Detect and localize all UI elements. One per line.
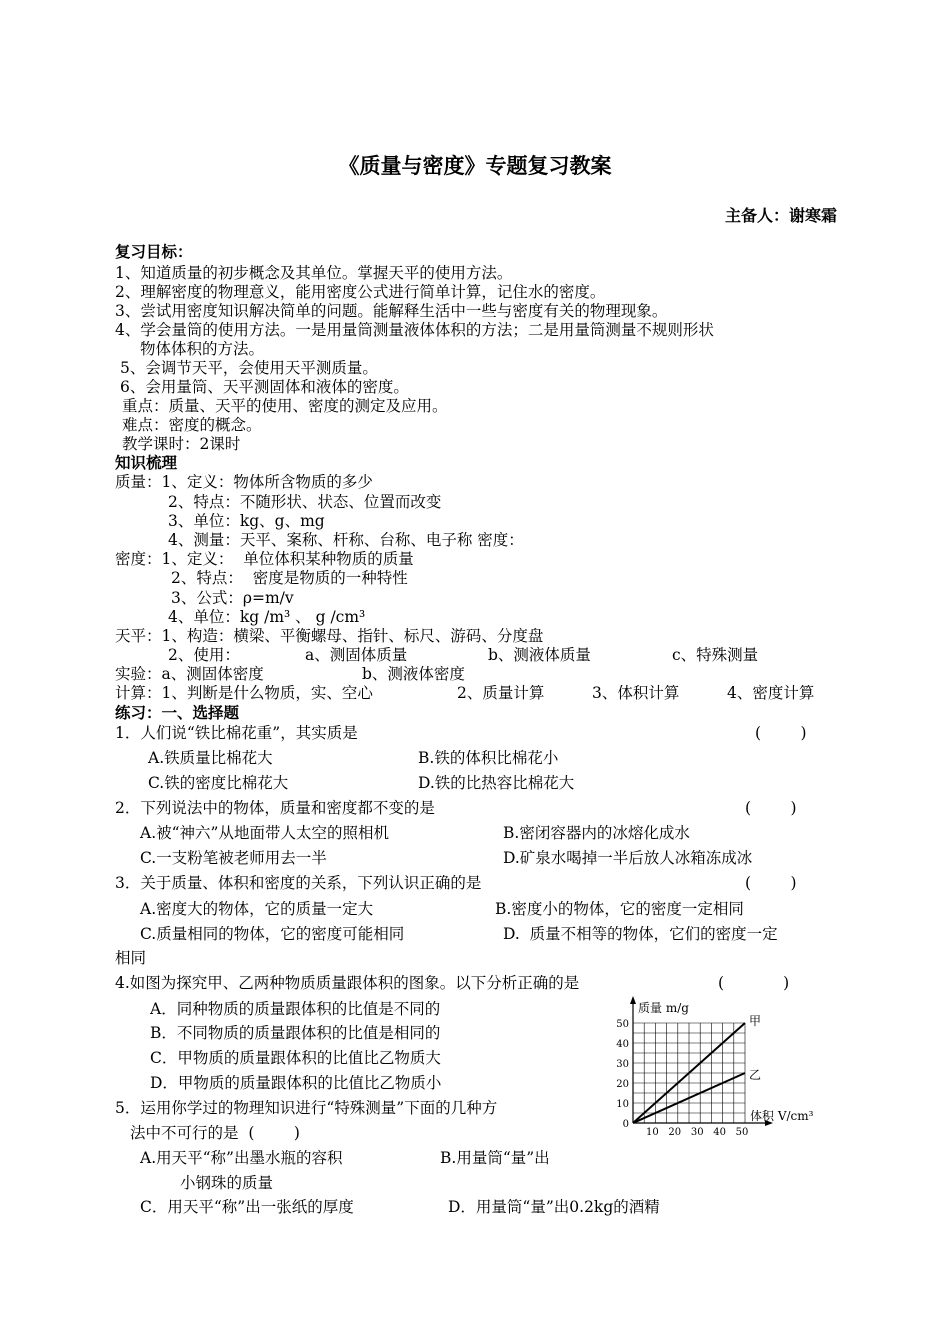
x-tick-label: 30 (690, 1127, 704, 1138)
knowledge-line: b、测液体密度 (362, 665, 465, 683)
series-label: 甲 (749, 1014, 762, 1028)
option: D．用量筒“量”出0.2kg的酒精 (448, 1198, 660, 1216)
x-tick-label: 10 (646, 1127, 659, 1138)
page-title: 《质量与密度》专题复习教案 (338, 154, 612, 178)
option: 小钢珠的质量 (180, 1174, 274, 1192)
y-tick-label: 10 (616, 1099, 629, 1110)
option: D.铁的比热容比棉花大 (418, 774, 575, 792)
y-tick-label: 0 (622, 1119, 629, 1130)
question-stem-cont: 法中不可行的是 ( ) (130, 1124, 300, 1142)
goal-line: 3、尝试用密度知识解决简单的问题。能解释生活中一些与密度有关的物理现象。 (115, 302, 668, 320)
mass-volume-chart (600, 990, 840, 1140)
y-axis-label: 质量 m/g (638, 1001, 689, 1015)
series-label: 乙 (749, 1068, 762, 1082)
option: A.铁质量比棉花大 (148, 749, 273, 767)
question-stem: 2．下列说法中的物体，质量和密度都不变的是 (115, 799, 435, 817)
option: D.矿泉水喝掉一半后放人冰箱冻成冰 (503, 849, 753, 867)
option: C．甲物质的质量跟体积的比值比乙物质大 (150, 1049, 441, 1067)
goal-line: 物体体积的方法。 (140, 340, 265, 358)
goal-line: 6、会用量筒、天平测固体和液体的密度。 (120, 378, 409, 396)
goal-line: 难点：密度的概念。 (122, 416, 262, 434)
y-tick-label: 30 (616, 1059, 629, 1070)
knowledge-line: 4、测量：天平、案称、杆称、台称、电子称 密度： (168, 531, 524, 549)
goal-line: 教学课时：2课时 (122, 435, 241, 453)
option: C．用天平“称”出一张纸的厚度 (140, 1198, 354, 1216)
option: B.用量筒“量”出 (440, 1149, 550, 1167)
option: B.铁的体积比棉花小 (418, 749, 559, 767)
y-tick-label: 20 (616, 1079, 629, 1090)
author-line: 主备人：谢寒霜 (724, 206, 837, 225)
knowledge-line: 2、特点： 密度是物质的一种特性 (171, 569, 408, 587)
knowledge-line: 3、体积计算 (592, 684, 680, 702)
knowledge-line: 3、单位：kg、g、mg (168, 512, 325, 530)
goal-line: 4、学会量筒的使用方法。一是用量筒测量液体体积的方法；二是用量筒测量不规则形状 (115, 321, 714, 339)
goal-line: 1、知道质量的初步概念及其单位。掌握天平的使用方法。 (115, 264, 513, 282)
option: C.一支粉笔被老师用去一半 (140, 849, 327, 867)
goal-line: 重点：质量、天平的使用、密度的测定及应用。 (122, 397, 448, 415)
option: A.密度大的物体，它的质量一定大 (140, 900, 374, 918)
answer-paren: ( ) (755, 724, 807, 742)
knowledge-line: 密度：1、定义： 单位体积某种物质的质量 (115, 550, 414, 568)
x-axis-label: 体积 V/cm³ (750, 1109, 814, 1123)
exercise-heading: 练习：一、选择题 (115, 704, 240, 722)
x-tick-label: 20 (668, 1127, 682, 1138)
goals-heading: 复习目标： (115, 243, 193, 261)
option: D．甲物质的质量跟体积的比值比乙物质小 (150, 1074, 442, 1092)
answer-paren: ( ) (745, 874, 797, 892)
knowledge-line: 计算：1、判断是什么物质，实、空心 (115, 684, 373, 702)
option: D. 质量不相等的物体，它们的密度一定 (503, 925, 778, 943)
option: A.被“神六”从地面带人太空的照相机 (140, 824, 389, 842)
y-tick-label: 40 (616, 1039, 629, 1050)
knowledge-line: 2、特点：不随形状、状态、位置而改变 (168, 493, 442, 511)
question-stem: 5．运用你学过的物理知识进行“特殊测量”下面的几种方 (115, 1099, 498, 1117)
knowledge-line: 3、公式：ρ=m/v (171, 589, 294, 607)
option: B.密度小的物体，它的密度一定相同 (495, 900, 744, 918)
answer-paren: ( ) (745, 799, 797, 817)
knowledge-line: 2、使用： (168, 646, 240, 664)
question-stem: 1．人们说“铁比棉花重”，其实质是 (115, 724, 358, 742)
option: C.质量相同的物体，它的密度可能相同 (140, 925, 405, 943)
knowledge-line: a、测固体质量 (305, 646, 408, 664)
chart-series (633, 1014, 761, 1123)
knowledge-line: 4、单位：kg /m³ 、 g /cm³ (168, 608, 366, 626)
knowledge-line: 4、密度计算 (727, 684, 815, 702)
knowledge-line: 质量：1、定义：物体所含物质的多少 (115, 473, 373, 491)
option: C.铁的密度比棉花大 (148, 774, 289, 792)
option: B.密闭容器内的冰熔化成水 (503, 824, 690, 842)
option: A.用天平“称”出墨水瓶的容积 (140, 1149, 343, 1167)
option: A．同种物质的质量跟体积的比值是不同的 (150, 1000, 441, 1018)
answer-paren: ( ) (718, 974, 790, 992)
question-stem: 4.如图为探究甲、乙两种物质质量跟体积的图象。以下分析正确的是 (115, 974, 580, 992)
goal-line: 2、理解密度的物理意义，能用密度公式进行简单计算，记住水的密度。 (115, 283, 606, 301)
knowledge-heading: 知识梳理 (115, 454, 178, 472)
knowledge-line: c、特殊测量 (672, 646, 759, 664)
knowledge-line: b、测液体质量 (488, 646, 591, 664)
knowledge-line: 天平：1、构造：横梁、平衡螺母、指针、标尺、游码、分度盘 (115, 627, 544, 645)
question-stem: 3．关于质量、体积和密度的关系，下列认识正确的是 (115, 874, 482, 892)
y-tick-label: 50 (616, 1019, 629, 1030)
option: B．不同物质的质量跟体积的比值是相同的 (150, 1024, 441, 1042)
option: 相同 (115, 949, 147, 967)
knowledge-line: 实验：a、测固体密度 (115, 665, 264, 683)
x-tick-label: 50 (735, 1127, 749, 1138)
x-tick-label: 40 (713, 1127, 726, 1138)
goal-line: 5、会调节天平，会使用天平测质量。 (120, 359, 378, 377)
knowledge-line: 2、质量计算 (457, 684, 545, 702)
y-axis-arrow (630, 996, 636, 1004)
